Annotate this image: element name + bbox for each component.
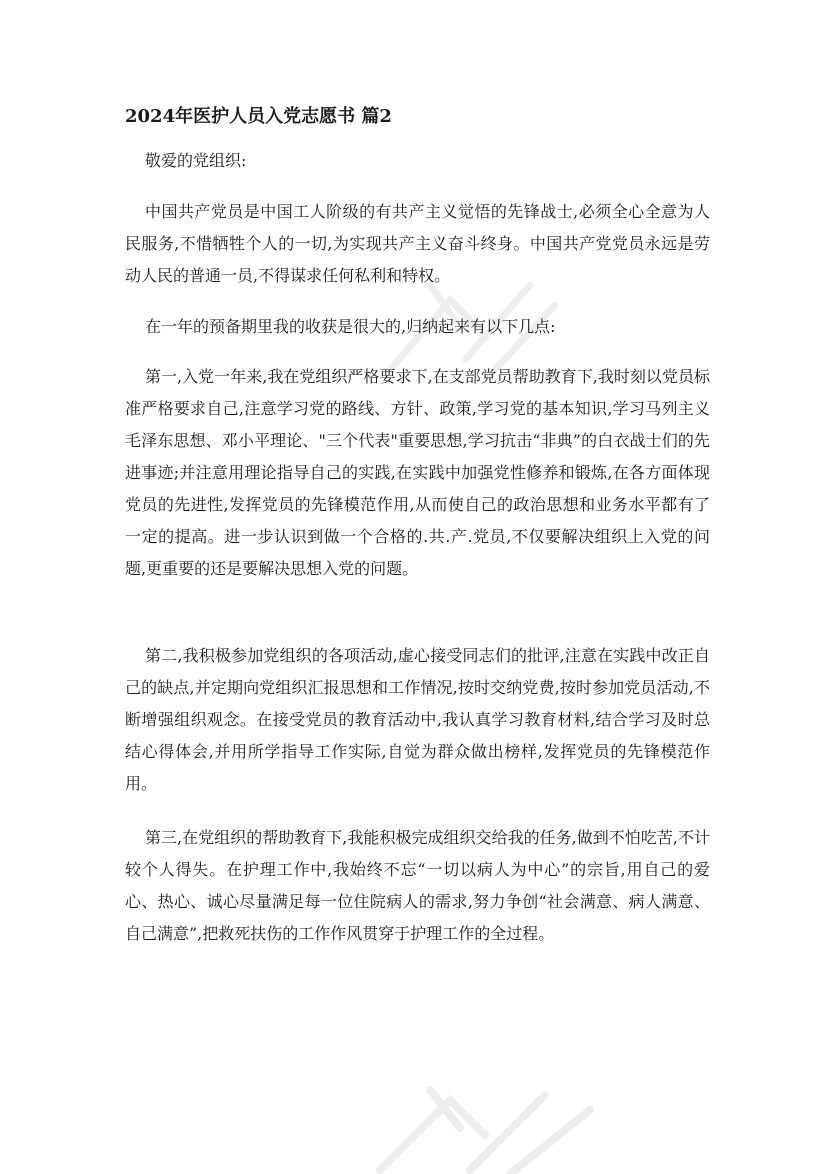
document-title: 2024年医护人员入党志愿书 篇2 (125, 106, 392, 127)
paragraph-3: 第一,入党一年来,我在党组织严格要求下,在支部党员帮助教育下,我时刻以党员标准严格要求自己,注意学习党的路线、方针、政策,学习党的基本知识,学习马列主义毛泽东思想、邓小平理论、"三个代表"重要思想,学习抗击“非典”的白衣战士们的先进事迹;并注意用理论指导自己的实践,在实践中加强党性修养和锻炼,在各方面体现党员的先进性,发挥党员的先锋模范作用,从而使自己的政治思想和业务水平都有了一定的提高。进一步认识到做一个合格的.共.产.党员,不仅要解决组织上入党的问题,更重要的还是要解决思想入党的问题。 (125, 367, 710, 578)
paragraph-1: 中国共产党员是中国工人阶级的有共产主义觉悟的先锋战士,必须全心全意为人民服务,不惜牺牲个人的一切,为实现共产主义奋斗终身。中国共产党党员永远是劳动人民的普通一员,不得谋求任何私利和特权。 (125, 202, 710, 285)
paragraph-5: 第三,在党组织的帮助教育下,我能积极完成组织交给我的任务,做到不怕吃苦,不计较个人得失。在护理工作中,我始终不忘“一切以病人为中心”的宗旨,用自己的爱心、热心、诚心尽量满足每一位住院病人的需求,努力争创“社会满意、病人满意、自己满意”,把救死扶伤的工作作风贯穿于护理工作的全过程。 (125, 828, 710, 943)
paragraph-2: 在一年的预备期里我的收获是很大的,归纳起来有以下几点: (145, 317, 556, 336)
watermark-bottom (360, 1080, 620, 1174)
salutation: 敬爱的党组织: (145, 151, 247, 170)
paragraph-4: 第二,我积极参加党组织的各项活动,虚心接受同志们的批评,注意在实践中改正自己的缺点,并定期向党组织汇报思想和工作情况,按时交纳党费,按时参加党员活动,不断增强组织观念。在接受党员的教育活动中,我认真学习教育材料,结合学习及时总结心得体会,并用所学指导工作实际,自觉为群众做出榜样,发挥党员的先锋模范作用。 (125, 646, 710, 793)
